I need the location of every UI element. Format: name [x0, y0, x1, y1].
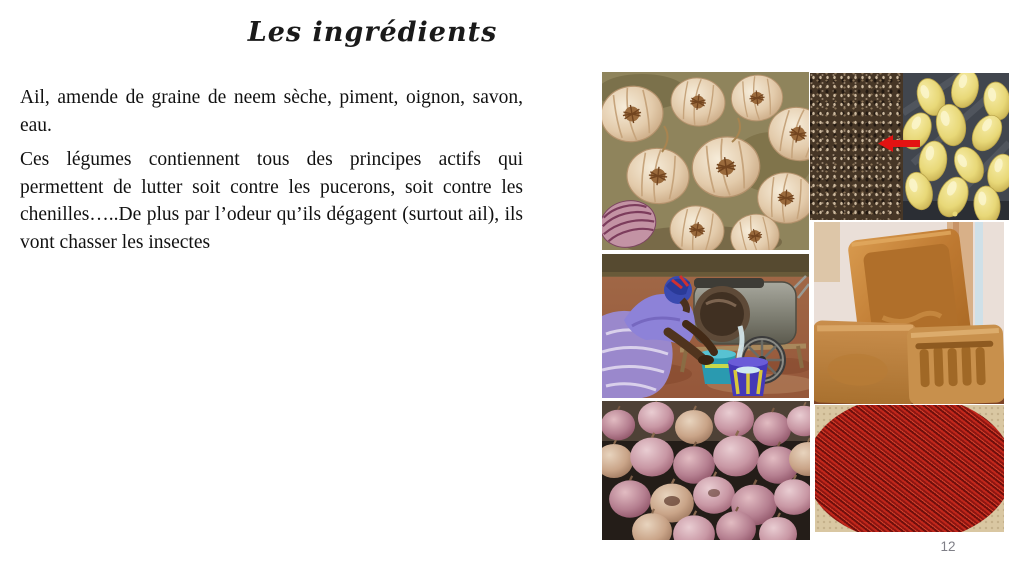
garlic-photo — [602, 72, 809, 250]
onions-photo — [602, 401, 810, 540]
chilis-photo — [815, 405, 1004, 532]
soap-image — [814, 222, 1004, 404]
slide-title-text: Les ingrédients — [247, 17, 498, 48]
page-number: 12 — [940, 539, 956, 554]
soap-photo — [814, 222, 1004, 404]
onions-image — [602, 401, 810, 540]
red-arrow-icon — [878, 135, 920, 152]
neem-photo — [810, 73, 1009, 220]
water-cart-photo — [602, 254, 809, 398]
water-cart-image — [602, 254, 809, 398]
slide-title — [0, 17, 745, 48]
garlic-photo-image — [602, 72, 809, 250]
chilis-mass — [815, 405, 1004, 532]
body-text — [20, 84, 523, 263]
paragraph-explanation: Ces légumes contiennent tous des principes actifs qui permettent de lutter soit contre les pucerons, soit contre les chenilles…..De plus par l’odeur qu’ils dégagent (surtout ail), ils vont chasser les insectes — [20, 149, 523, 253]
paragraph-ingredients: Ail, amende de graine de neem sèche, piment, oignon, savon, eau. — [20, 87, 523, 136]
